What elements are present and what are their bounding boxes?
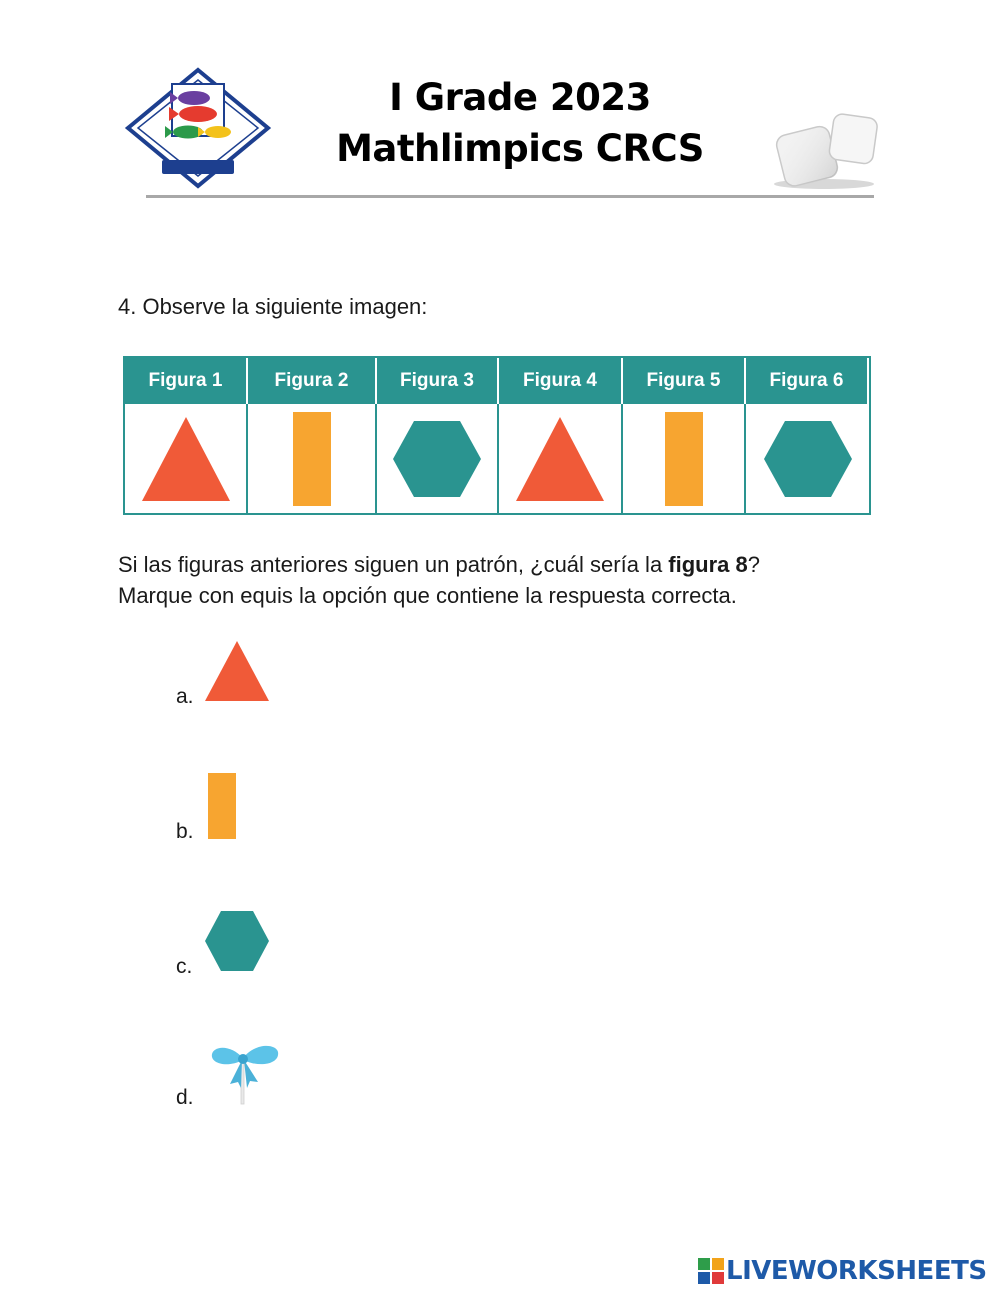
liveworksheets-logo-icon: [698, 1258, 724, 1284]
triangle-shape: [140, 415, 232, 503]
target-figure-emphasis: figura 8: [668, 552, 748, 577]
figure-cell-5: [623, 404, 746, 513]
pattern-question-text: Si las figuras anteriores siguen un patrón, ¿cuál sería la: [118, 552, 669, 577]
figure-cell-2: [248, 404, 377, 513]
figure-sequence-table: [123, 356, 871, 515]
option-c-label[interactable]: c.: [176, 955, 193, 978]
rectangle-shape: [664, 411, 704, 507]
brand-text: LIVEWORKSHEETS: [726, 1256, 987, 1286]
option-a-triangle[interactable]: [204, 640, 270, 702]
hexagon-shape: [391, 419, 483, 499]
option-a-label[interactable]: a.: [176, 685, 194, 708]
pattern-question-line-2: Marque con equis la opción que contiene la respuesta correcta.: [118, 583, 737, 608]
figure-header-2: Figura 2: [248, 358, 377, 404]
figure-cell-6: [746, 404, 869, 513]
option-d-bow-icon[interactable]: [210, 1038, 280, 1106]
rectangle-shape: [292, 411, 332, 507]
question-prompt: 4. Observe la siguiente imagen:: [118, 294, 428, 319]
triangle-shape: [514, 415, 606, 503]
option-b-rectangle[interactable]: [208, 773, 236, 839]
school-logo: [122, 62, 274, 192]
liveworksheets-brand[interactable]: [698, 1256, 987, 1286]
option-b-label[interactable]: b.: [176, 820, 194, 843]
option-d-label[interactable]: d.: [176, 1086, 194, 1109]
figure-cell-4: [499, 404, 623, 513]
option-c-hexagon[interactable]: [204, 910, 270, 972]
title-line-1: I Grade 2023: [389, 76, 651, 119]
figure-cell-1: [125, 404, 248, 513]
title-line-2: Mathlimpics CRCS: [336, 127, 704, 170]
figure-header-4: Figura 4: [499, 358, 623, 404]
question-mark: ?: [747, 552, 761, 577]
figure-header-6: Figura 6: [746, 358, 869, 404]
figure-header-1: Figura 1: [125, 358, 248, 404]
figure-header-5: Figura 5: [623, 358, 746, 404]
pattern-question-line-1: [118, 552, 760, 578]
header-divider: [146, 195, 874, 198]
figure-header-3: Figura 3: [377, 358, 499, 404]
figure-cell-3: [377, 404, 499, 513]
dice-icon: [768, 108, 880, 190]
hexagon-shape: [762, 419, 854, 499]
